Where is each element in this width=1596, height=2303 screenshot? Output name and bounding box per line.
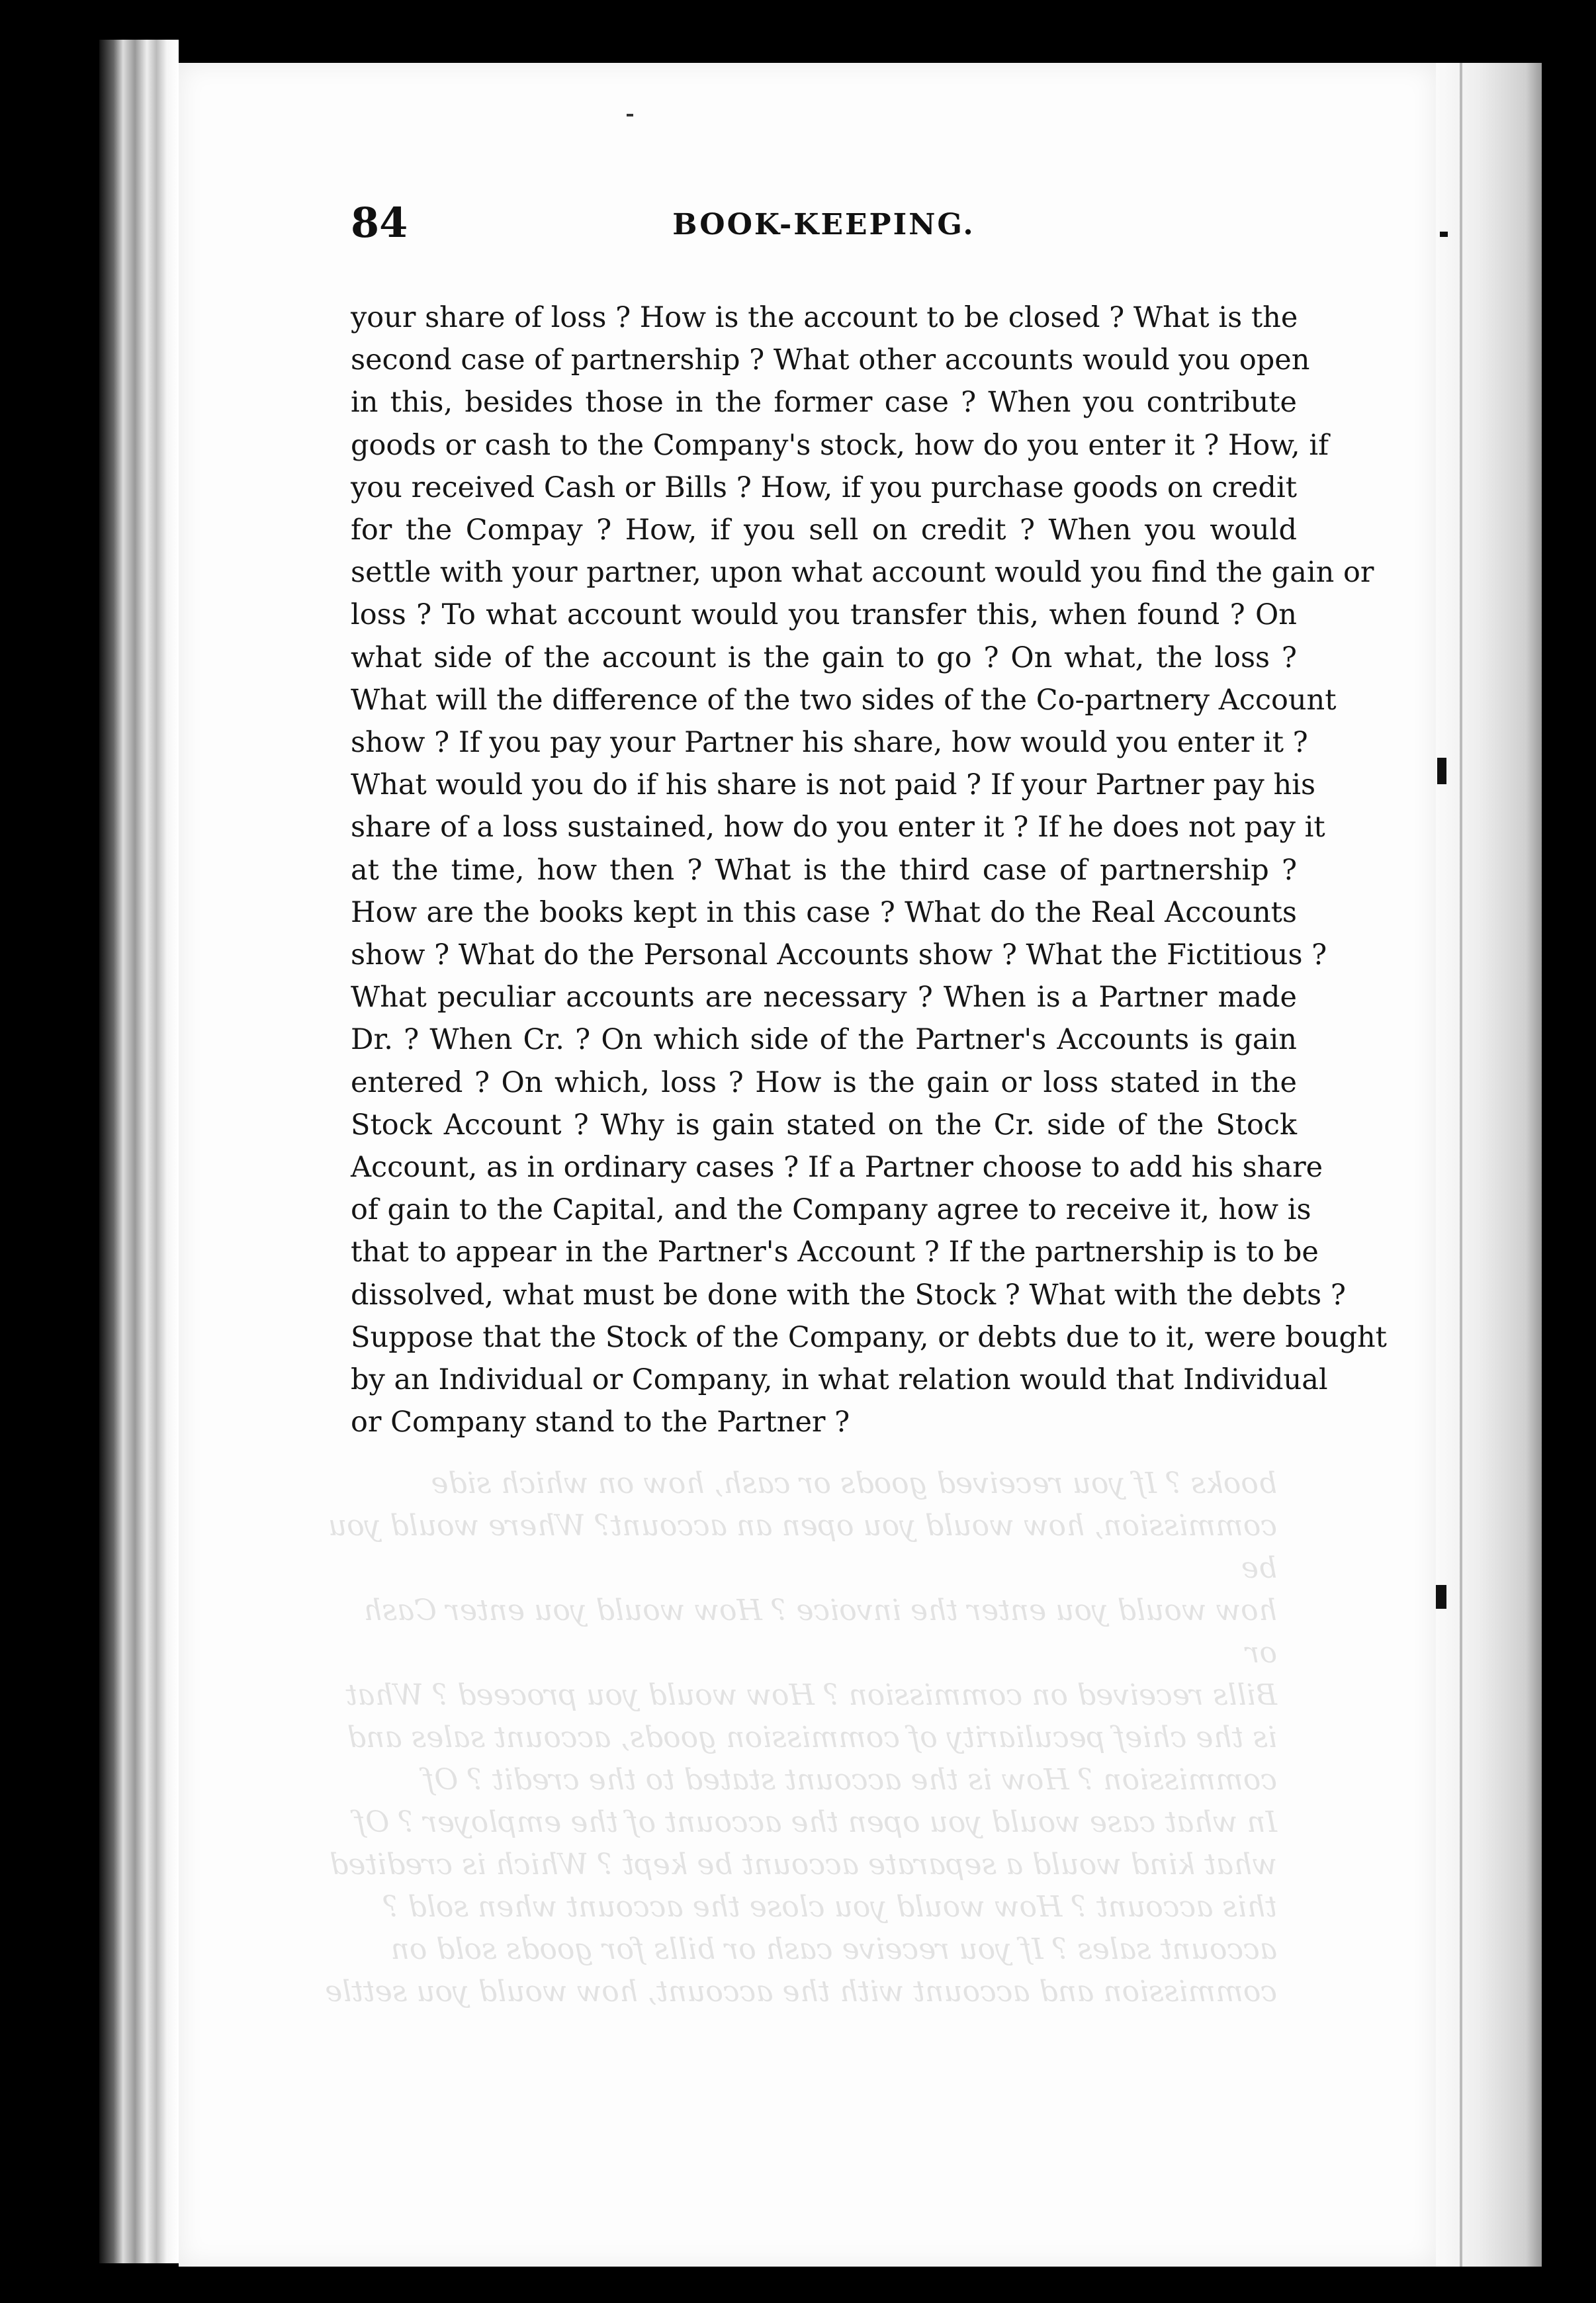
text-line: in this, besides those in the former case ? When you contribute [351, 386, 1297, 420]
text-line: you received Cash or Bills ? How, if you purchase goods on credit [351, 471, 1297, 504]
text-line: Stock Account ? Why is gain stated on the Cr. side of the Stock [351, 1108, 1297, 1142]
text-line: by an Individual or Company, in what relation would that Individual [351, 1363, 1328, 1397]
text-line: what side of the account is the gain to go ? On what, the loss ? [351, 641, 1297, 674]
text-line: for the Compay ? How, if you sell on credit ? When you would [351, 514, 1297, 547]
text-line: How are the books kept in this case ? What do the Real Accounts [351, 895, 1297, 929]
scan-border-left [0, 0, 99, 2303]
text-line: show ? If you pay your Partner his share, how would you enter it ? [351, 726, 1308, 760]
text-line: second case of partnership ? What other accounts would you open [351, 343, 1310, 377]
page-edge [1436, 63, 1542, 2267]
edge-mark [1440, 232, 1448, 237]
text-line: loss ? To what account would you transfer this, when found ? On [351, 598, 1297, 632]
text-line: Account, as in ordinary cases ? If a Partner choose to add his share [351, 1151, 1323, 1185]
text-line: What will the difference of the two sides of the Co-partnery Account [351, 683, 1337, 717]
text-line: What would you do if his share is not paid ? If your Partner pay his [351, 768, 1316, 802]
text-line: of gain to the Capital, and the Company agree to receive it, how is [351, 1193, 1311, 1227]
text-line: What peculiar accounts are necessary ? When is a Partner made [351, 981, 1297, 1015]
text-line: entered ? On which, loss ? How is the gain or loss stated in the [351, 1065, 1297, 1099]
ink-mark [627, 114, 633, 116]
edge-mark [1460, 63, 1462, 2267]
text-line: that to appear in the Partner's Account ? If the partnership is to be [351, 1236, 1319, 1269]
edge-mark [1437, 758, 1446, 784]
text-line: show ? What do the Personal Accounts show ? What the Fictitious ? [351, 938, 1327, 972]
body-text [351, 296, 1387, 1443]
book-spine [99, 40, 179, 2263]
text-line: settle with your partner, upon what account would you find the gain or [351, 556, 1374, 590]
text-line: Dr. ? When Cr. ? On which side of the Partner's Accounts is gain [351, 1023, 1297, 1057]
text-line-last: or Company stand to the Partner ? [351, 1406, 850, 1439]
running-head: BOOK-KEEPING. [672, 208, 975, 242]
scan-border-right [1542, 0, 1596, 2303]
text-line: your share of loss ? How is the account to be closed ? What is the [351, 301, 1298, 334]
page-header [351, 199, 1297, 258]
text-line: share of a loss sustained, how do you enter it ? If he does not pay it [351, 811, 1325, 844]
text-line: goods or cash to the Company's stock, how do you enter it ? How, if [351, 428, 1329, 462]
bleed-through-text: books ? If you received goods or cash, how on which side commission, how would you open an account? Where would you be how would you enter the invoice ? How would you enter Cash or Bills received on commission ? How would you proceed ? What is the chief peculiarity of commission goods, account sales and commission ? How is the account stated to the credit ? Of In what case would you open the account of the employer ? Of what kind would a separate account be kept ? Which is credited this account ? How would you close the account when sold ? account sales ? If you receive cash or bills for goods sold on commission and account with the account, how would you settle [325, 1467, 1277, 2009]
text-line: at the time, how then ? What is the third case of partnership ? [351, 853, 1297, 887]
scan-border-top [0, 0, 1596, 73]
text-line: dissolved, what must be done with the Stock ? What with the debts ? [351, 1278, 1346, 1312]
page-number: 84 [351, 199, 408, 247]
text-line: Suppose that the Stock of the Company, or debts due to it, were bought [351, 1320, 1387, 1354]
edge-mark [1436, 1585, 1446, 1609]
